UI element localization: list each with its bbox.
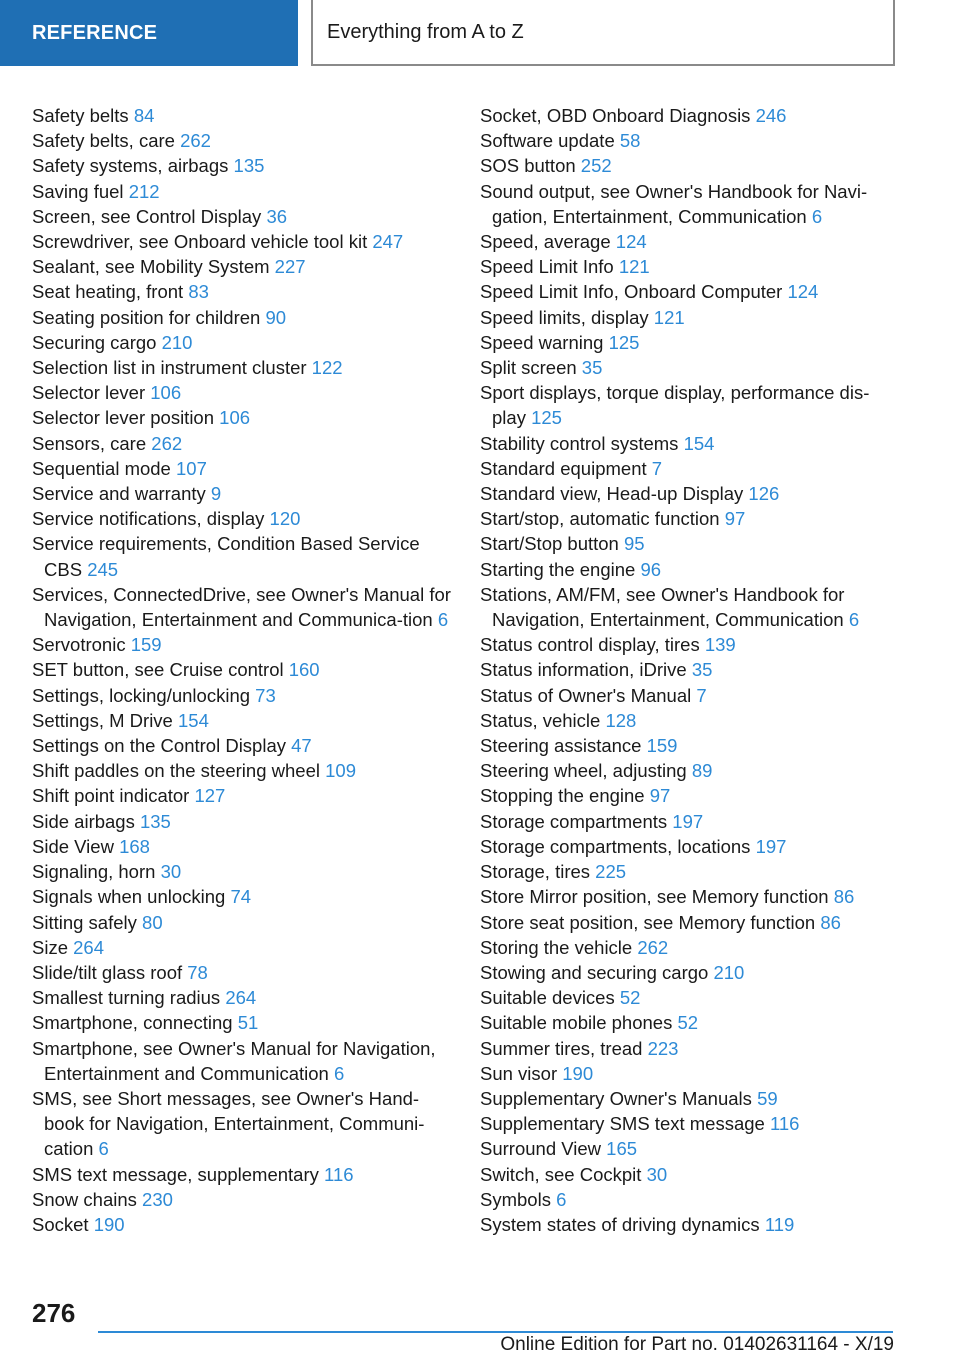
index-term: Speed, average [480,231,611,253]
index-term: Summer tires, tread [480,1037,643,1059]
page-reference-link[interactable]: 262 [637,936,669,958]
page-reference-link[interactable]: 125 [608,331,640,353]
page-reference-link[interactable]: 128 [605,709,637,731]
index-term: Sensors, care [32,432,147,454]
page-reference-link[interactable]: 96 [640,558,662,580]
index-entry [32,733,452,758]
index-term: Steering wheel, adjusting [480,760,687,782]
page-reference-link[interactable]: 6 [848,609,860,631]
index-term: Supplementary Owner's Manuals [480,1087,752,1109]
index-term: SET button, see Cruise control [32,659,284,681]
index-entry [32,935,452,960]
index-term: Saving fuel [32,180,124,202]
index-entry [32,910,452,935]
page-reference-link[interactable]: 51 [237,1012,259,1034]
page-reference-link[interactable]: 52 [619,987,641,1009]
index-entry [32,1036,452,1086]
index-entry [480,305,890,330]
index-term: SOS button [480,155,576,177]
index-term: Settings, M Drive [32,709,173,731]
index-entry [480,582,890,632]
index-term: Settings on the Control Display [32,735,286,757]
index-entry [32,683,452,708]
index-entry [32,859,452,884]
footer-divider [98,1331,893,1333]
index-entry [480,758,890,783]
page-reference-link[interactable]: 125 [531,407,562,429]
page-reference-link[interactable]: 252 [580,155,612,177]
index-entry [480,506,890,531]
index-term: Sound output, see Owner's Handbook for Navi-gation, Entertainment, Communication [480,180,868,227]
index-entry [32,809,452,834]
index-term: Safety systems, airbags [32,155,229,177]
index-term: Screen, see Control Display [32,205,262,227]
index-term: Speed Limit Info, Onboard Computer [480,281,783,303]
page-reference-link[interactable]: 58 [619,130,641,152]
index-term: Screwdriver, see Onboard vehicle tool kit [32,231,368,253]
page-reference-link[interactable]: 126 [748,483,780,505]
index-term: Status of Owner's Manual [480,684,692,706]
index-entry [480,481,890,506]
page-reference-link[interactable]: 135 [139,810,171,832]
page-reference-link[interactable]: 6 [811,205,823,227]
index-term: Suitable devices [480,987,615,1009]
index-entry [32,229,452,254]
index-entry [32,960,452,985]
index-term: System states of driving dynamics [480,1213,760,1235]
page-reference-link[interactable]: 168 [119,835,150,857]
index-entry [32,758,452,783]
page-reference-link[interactable]: 246 [755,105,787,126]
index-entry [480,834,890,859]
index-term: Settings, locking/unlocking [32,684,251,706]
page-reference-link[interactable]: 116 [324,1163,354,1185]
page-reference-link[interactable]: 83 [188,281,209,303]
page-reference-link[interactable]: 190 [93,1213,125,1235]
index-entry [32,657,452,682]
index-entry [480,935,890,960]
index-term: Selector lever position [32,407,215,429]
index-term: SMS, see Short messages, see Owner's Hand-book for Navigation, Entertainment, Communi-cation [32,1087,425,1160]
index-entry [32,1187,452,1212]
index-term: Size [32,936,68,958]
page-reference-link[interactable]: 124 [615,231,647,253]
index-term: Suitable mobile phones [480,1012,673,1034]
index-entry [32,405,452,430]
page-reference-link[interactable]: 154 [178,709,209,731]
page-reference-link[interactable]: 119 [764,1213,795,1235]
index-entry [32,1212,452,1237]
index-term: Store Mirror position, see Memory function [480,886,829,908]
index-entry [480,1036,890,1061]
index-term: Shift paddles on the steering wheel [32,760,320,782]
index-entry [480,330,890,355]
index-term: Standard view, Head-up Display [480,483,744,505]
index-entry [480,1212,890,1237]
index-entry [480,632,890,657]
index-term: Storage compartments, locations [480,835,751,857]
index-term: Side airbags [32,810,135,832]
page-reference-link[interactable]: 35 [691,659,713,681]
page-reference-link[interactable]: 210 [713,961,745,983]
index-entry [32,153,452,178]
index-entry [32,632,452,657]
page-reference-link[interactable]: 6 [334,1062,345,1084]
index-term: Socket [32,1213,89,1235]
index-term: Storage compartments [480,810,668,832]
index-entry [480,355,890,380]
page-reference-link[interactable]: 86 [820,911,841,933]
index-entry [480,1061,890,1086]
index-term: Supplementary SMS text message [480,1113,765,1135]
index-term: Stability control systems [480,432,679,454]
index-term: Starting the engine [480,558,636,580]
index-entry [480,683,890,708]
index-term: Storage, tires [480,861,591,883]
index-term: Service and warranty [32,483,206,505]
index-entry [480,1187,890,1212]
index-entry [480,708,890,733]
index-term: Smartphone, connecting [32,1012,233,1034]
index-entry [480,1111,890,1136]
index-entry [480,229,890,254]
index-term: Status control display, tires [480,634,700,656]
page-reference-link[interactable]: 121 [653,306,685,328]
index-entry [32,254,452,279]
page-reference-link[interactable]: 159 [646,735,678,757]
index-entry [480,1136,890,1161]
index-term: Speed limits, display [480,306,649,328]
index-term: Service requirements, Condition Based Service CBS [32,533,420,580]
index-entry [32,179,452,204]
page-reference-link[interactable]: 52 [677,1012,699,1034]
page-reference-link[interactable]: 154 [683,432,715,454]
page-reference-link[interactable]: 225 [595,861,627,883]
index-entry [32,279,452,304]
index-term: Service notifications, display [32,508,265,530]
page-reference-link[interactable]: 227 [274,256,306,278]
index-term: Standard equipment [480,457,647,479]
index-entry [480,179,890,229]
index-entry [32,204,452,229]
index-term: Start/stop, automatic function [480,508,720,530]
index-term: Signaling, horn [32,861,156,883]
index-entry [480,859,890,884]
index-term: Sport displays, torque display, performance dis-play [480,382,870,429]
page-reference-link[interactable]: 86 [833,886,855,908]
index-term: Status, vehicle [480,709,601,731]
index-term: SMS text message, supplementary [32,1163,319,1185]
page-reference-link[interactable]: 109 [325,760,356,782]
index-entry [480,456,890,481]
index-term: Status information, iDrive [480,659,687,681]
index-entry [480,910,890,935]
index-term: Selector lever [32,382,146,404]
page-reference-link[interactable]: 127 [194,785,226,807]
page-reference-link[interactable]: 106 [219,407,251,429]
index-term: Securing cargo [32,331,157,353]
page-reference-link[interactable]: 212 [128,180,160,202]
page-reference-link[interactable]: 74 [230,886,252,908]
index-term: Socket, OBD Onboard Diagnosis [480,105,751,126]
index-entry [32,985,452,1010]
index-term: Slide/tilt glass roof [32,961,183,983]
index-entry [32,103,452,128]
page-reference-link[interactable]: 6 [98,1138,109,1160]
index-entry [32,1162,452,1187]
page-reference-link[interactable]: 7 [696,684,707,706]
page-reference-link[interactable]: 9 [210,483,222,505]
index-entry [480,733,890,758]
page-reference-link[interactable]: 160 [288,659,320,681]
page-reference-link[interactable]: 59 [757,1087,778,1109]
index-term: Start/Stop button [480,533,619,555]
index-term: Split screen [480,357,577,379]
page-reference-link[interactable]: 107 [176,457,207,479]
page-reference-link[interactable]: 197 [672,810,704,832]
page-reference-link[interactable]: 30 [646,1163,668,1185]
page-reference-link[interactable]: 247 [372,231,404,253]
index-term: Speed Limit Info [480,256,614,278]
page-reference-link[interactable]: 135 [233,155,265,177]
index-entry [32,884,452,909]
header-bar [0,0,960,66]
page-reference-link[interactable]: 139 [704,634,736,656]
index-entry [32,582,452,632]
page-reference-link[interactable]: 165 [606,1138,638,1160]
page-reference-link[interactable]: 120 [269,508,301,530]
page-reference-link[interactable]: 262 [180,130,211,152]
index-entry [480,431,890,456]
section-tab: REFERENCE [0,0,298,66]
index-entry [480,128,890,153]
page-reference-link[interactable]: 7 [651,457,663,479]
index-term: Symbols [480,1188,551,1210]
page-reference-link[interactable]: 6 [556,1188,567,1210]
index-term: Steering assistance [480,735,642,757]
index-term: Seating position for children [32,306,261,328]
index-entry [32,708,452,733]
index-entry [32,834,452,859]
page-reference-link[interactable]: 78 [187,961,208,983]
index-term: Seat heating, front [32,281,184,303]
index-entry [480,884,890,909]
index-entry [32,456,452,481]
page-reference-link[interactable]: 84 [133,105,155,126]
index-term: Services, ConnectedDrive, see Owner's Manual for Navigation, Entertainment and Communica-tion [32,583,451,631]
index-entry [480,960,890,985]
page-reference-link[interactable]: 6 [437,609,449,631]
page-reference-link[interactable]: 124 [787,281,819,303]
page-reference-link[interactable]: 121 [618,256,650,278]
index-entry [32,531,452,581]
index-entry [480,1162,890,1187]
index-term: Smartphone, see Owner's Manual for Navigation, Entertainment and Communication [32,1037,436,1084]
index-term: Signals when unlocking [32,886,226,908]
chapter-title: Everything from A to Z [311,0,895,66]
edition-footer: Online Edition for Part no. 01402631164 - X/19 [500,1334,894,1355]
index-term: Sun visor [480,1062,558,1084]
page-reference-link[interactable]: 116 [769,1113,800,1135]
page-reference-link[interactable]: 264 [225,987,257,1009]
index-column-right [480,103,890,1237]
page-reference-link[interactable]: 159 [130,634,162,656]
index-term: Selection list in instrument cluster [32,357,307,379]
page-reference-link[interactable]: 190 [562,1062,594,1084]
index-entry [32,506,452,531]
index-entry [480,809,890,834]
index-entry [480,254,890,279]
index-entry [32,305,452,330]
index-term: Servotronic [32,634,126,656]
index-term: Stowing and securing cargo [480,961,709,983]
index-entry [480,657,890,682]
page-number: 276 [32,1298,76,1328]
page-reference-link[interactable]: 80 [142,911,163,933]
page-reference-link[interactable]: 245 [87,558,119,580]
index-entry [32,1086,452,1162]
index-term: Safety belts, care [32,130,175,152]
page-reference-link[interactable]: 230 [142,1188,173,1210]
index-term: Sitting safely [32,911,137,933]
page-reference-link[interactable]: 264 [73,936,105,958]
index-term: Safety belts [32,105,129,126]
index-entry [32,355,452,380]
index-entry [480,985,890,1010]
page-reference-link[interactable]: 223 [647,1037,679,1059]
index-entry [480,279,890,304]
index-term: Snow chains [32,1188,137,1210]
index-entry [480,1086,890,1111]
page-reference-link[interactable]: 262 [151,432,183,454]
index-column-left [32,103,452,1237]
page-reference-link[interactable]: 97 [649,785,671,807]
page-reference-link[interactable]: 47 [291,735,312,757]
page-reference-link[interactable]: 73 [255,684,276,706]
page-reference-link[interactable]: 95 [623,533,645,555]
index-entry [32,380,452,405]
index-entry [32,330,452,355]
page-reference-link[interactable]: 30 [160,861,182,883]
index-entry [480,153,890,178]
index-term: Store seat position, see Memory function [480,911,816,933]
index-term: Smallest turning radius [32,987,221,1009]
index-term: Stopping the engine [480,785,645,807]
index-entry [480,557,890,582]
index-term: Shift point indicator [32,785,190,807]
index-term: Stations, AM/FM, see Owner's Handbook for Navigation, Entertainment, Communication [480,583,845,631]
index-entry [480,1010,890,1035]
index-term: Surround View [480,1138,602,1160]
page-reference-link[interactable]: 122 [311,357,343,379]
page-reference-link[interactable]: 36 [266,205,288,227]
index-entry [480,531,890,556]
index-term: Switch, see Cockpit [480,1163,642,1185]
index-entry [480,103,890,128]
index-entry [32,783,452,808]
index-entry [32,128,452,153]
page-reference-link[interactable]: 90 [265,306,287,328]
index-entry [480,783,890,808]
index-entry [480,380,890,430]
index-entry [32,481,452,506]
index-entry [32,431,452,456]
index-term: Software update [480,130,615,152]
page-reference-link[interactable]: 197 [755,835,787,857]
index-term: Speed warning [480,331,604,353]
page-reference-link[interactable]: 35 [581,357,603,379]
index-term: Sealant, see Mobility System [32,256,270,278]
page-reference-link[interactable]: 97 [724,508,746,530]
page-reference-link[interactable]: 89 [691,760,713,782]
index-term: Side View [32,835,114,857]
page-reference-link[interactable]: 210 [161,331,193,353]
index-term: Sequential mode [32,457,171,479]
index-entry [32,1010,452,1035]
index-term: Storing the vehicle [480,936,633,958]
page-reference-link[interactable]: 106 [150,382,182,404]
